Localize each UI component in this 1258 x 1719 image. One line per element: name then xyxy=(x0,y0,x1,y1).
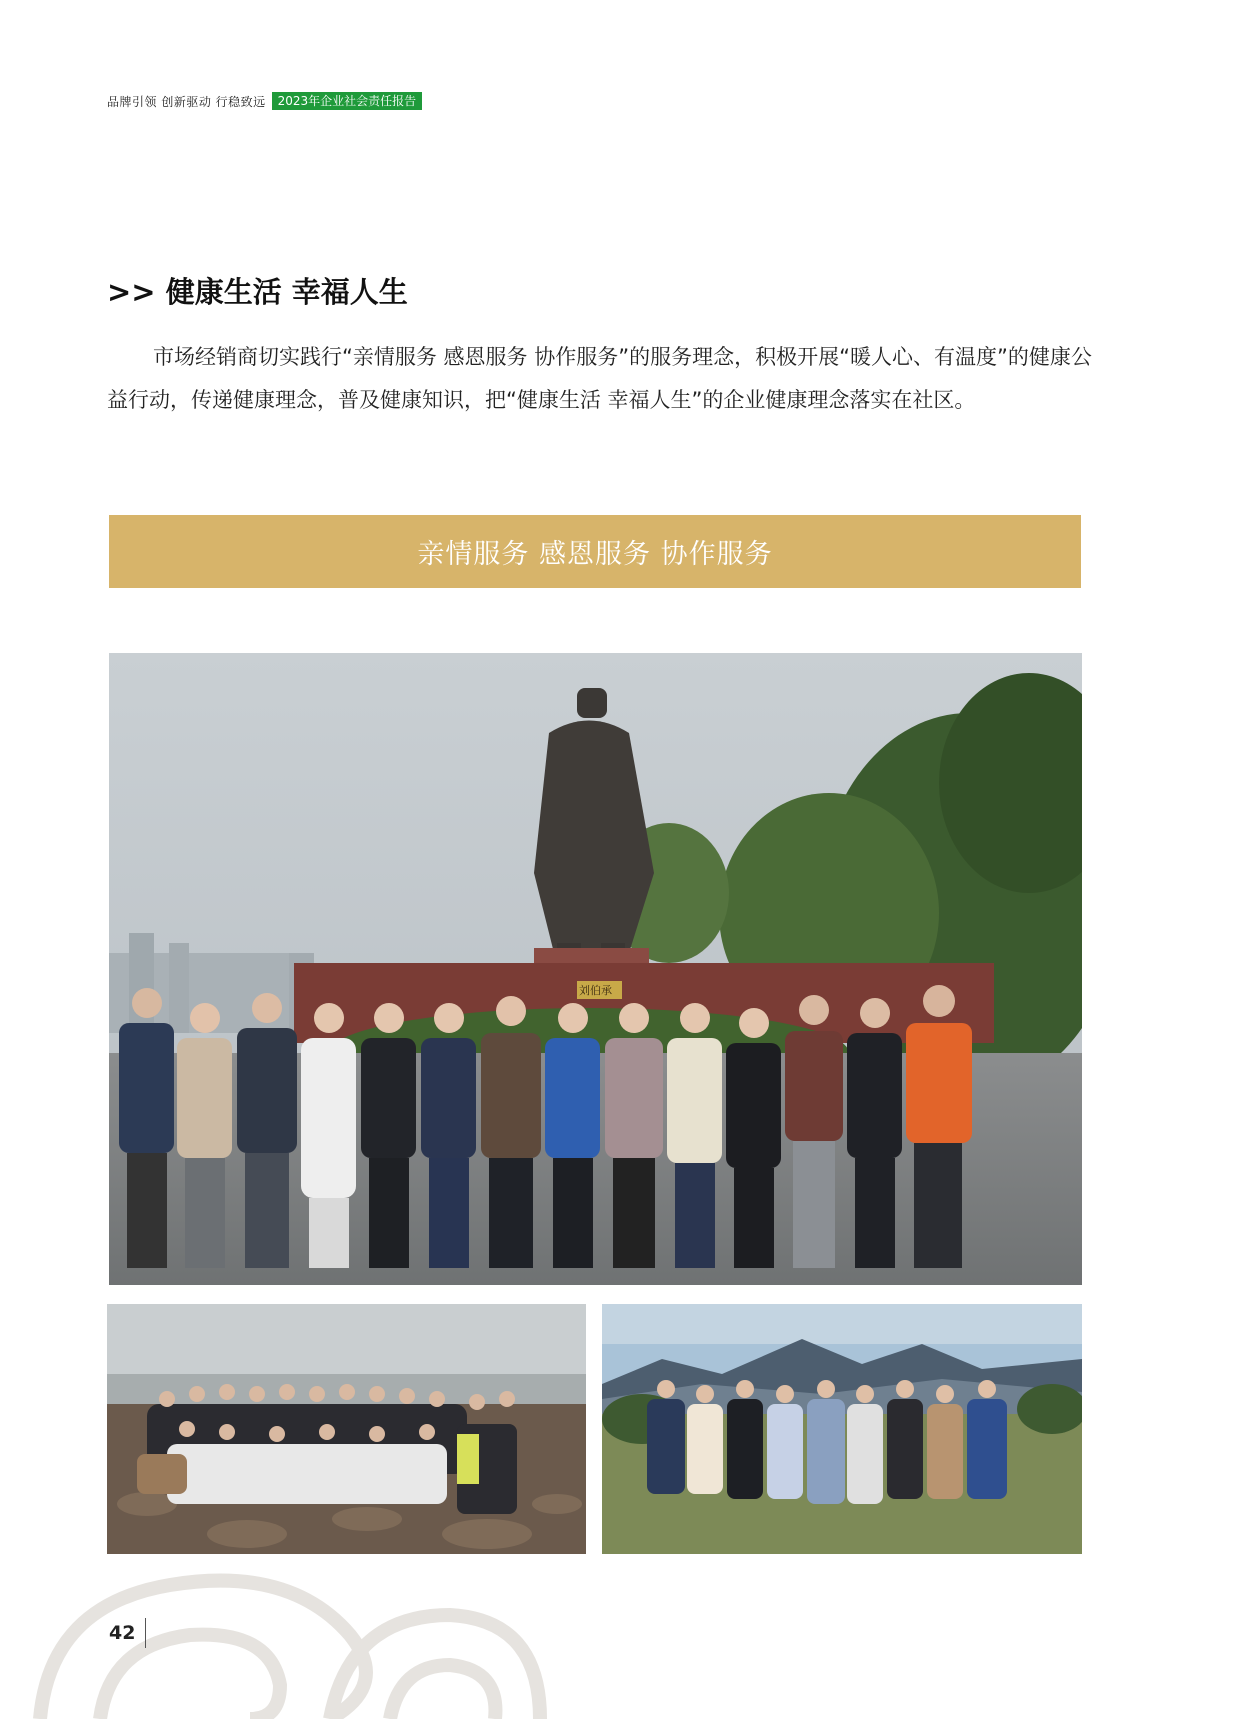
cloud-pattern-decoration xyxy=(30,1545,550,1719)
paragraph-text: 市场经销商切实践行“亲情服务 感恩服务 协作服务”的服务理念，积极开展“暖人心、有温度”的健康公益行动，传递健康理念，普及健康知识，把“健康生活 幸福人生”的企业健康理念落实在社区。 xyxy=(107,345,1092,412)
group-photo-mountain xyxy=(602,1304,1082,1554)
statue-nameplate: 刘伯承 xyxy=(579,984,612,997)
header-slogan: 品牌引领 创新驱动 行稳致远 xyxy=(107,94,266,109)
group-photo-beach xyxy=(107,1304,586,1554)
slogan-banner xyxy=(109,515,1081,588)
page-number: 42 xyxy=(109,1622,136,1644)
banner-text: 亲情服务 感恩服务 协作服务 xyxy=(417,539,773,570)
group-photo-statue xyxy=(109,653,1082,1285)
body-paragraph xyxy=(107,336,1107,422)
report-header xyxy=(107,92,422,110)
section-title: >> 健康生活 幸福人生 xyxy=(107,275,408,309)
report-badge: 2023年企业社会责任报告 xyxy=(272,92,423,110)
page-number-divider xyxy=(145,1618,146,1648)
